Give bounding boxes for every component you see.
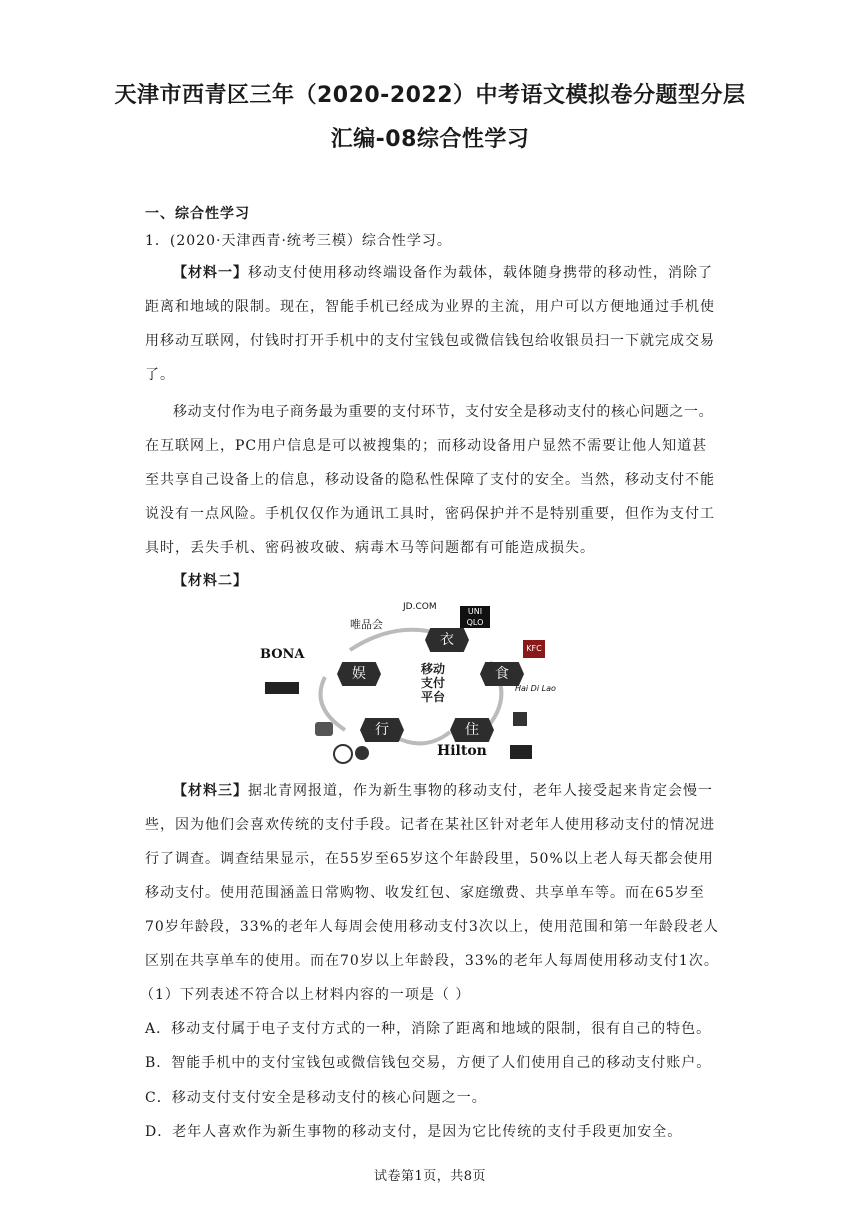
node-travel: 行 xyxy=(375,722,389,738)
material1-line-4: 了。 xyxy=(145,367,175,383)
brand-vip: 唯品会 xyxy=(350,618,383,631)
question-intro: 1．(2020·天津西青·统考三模）综合性学习。 xyxy=(145,233,452,249)
material1-line-3: 用移动互联网，付钱时打开手机中的支付宝钱包或微信钱包给收银员扫一下就完成交易 xyxy=(145,333,715,349)
option-b: B．智能手机中的支付宝钱包或微信钱包交易，方便了人们使用自己的移动支付账户。 xyxy=(145,1055,712,1071)
material1-para2-line-5: 具时，丢失手机、密码被攻破、病毒木马等问题都有可能造成损失。 xyxy=(145,540,595,556)
material3-line-4: 移动支付。使用范围涵盖日常购物、收发红包、家庭缴费、共享单车等。而在65岁至 xyxy=(145,885,705,901)
document-title-line-2: 汇编-08综合性学习 xyxy=(330,127,530,152)
question1-stem: （1）下列表述不符合以上材料内容的一项是（ ） xyxy=(140,987,471,1003)
material3-line-1: 【材料三】据北青网报道，作为新生事物的移动支付，老年人接受起来肯定会慢一 xyxy=(173,783,713,799)
material2-label: 【材料二】 xyxy=(173,573,248,589)
node-entertainment: 娱 xyxy=(352,666,366,682)
material1-para2-line-4: 说没有一点风险。手机仅仅作为通讯工具时，密码保护并不是特别重要，但作为支付工 xyxy=(145,506,715,522)
material1-para2-line-2: 在互联网上，PC用户信息是可以被搜集的；而移动设备用户显然不需要让他人知道甚 xyxy=(145,438,708,454)
material1-para2-line-1: 移动支付作为电子商务最为重要的支付环节，支付安全是移动支付的核心问题之一。 xyxy=(173,404,714,420)
haidilao-logo-icon: Hai Di Lao xyxy=(515,684,556,693)
brand-jd: JD.COM xyxy=(403,602,437,612)
section-heading: 一、综合性学习 xyxy=(145,206,250,222)
train-logo-icon xyxy=(315,722,333,736)
document-title-line-1: 天津市西青区三年（2020-2022）中考语文模拟卷分题型分层 xyxy=(114,83,746,108)
material1-para2-line-3: 至共享自己设备上的信息，移动设备的隐私性保障了支付的安全。当然，移动支付不能 xyxy=(145,472,715,488)
option-c: C．移动支付支付安全是移动支付的核心问题之一。 xyxy=(145,1090,487,1106)
material3-line-2: 些，因为他们会喜欢传统的支付手段。记者在某社区针对老年人使用移动支付的情况进 xyxy=(145,817,715,833)
node-clothing: 衣 xyxy=(440,632,454,648)
page-footer: 试卷第1页，共8页 xyxy=(373,1169,487,1184)
node-housing: 住 xyxy=(465,722,479,738)
material1-label: 【材料一】 xyxy=(173,265,248,281)
brand-bona: BONA xyxy=(260,647,305,662)
option-a: A．移动支付属于电子支付方式的一种，消除了距离和地域的限制，很有自己的特色。 xyxy=(145,1021,712,1037)
airline-logo-icon xyxy=(355,746,369,760)
material3-line-3: 行了调查。调查结果显示，在55岁至65岁这个年龄段里，50%以上老人每天都会使用 xyxy=(145,851,714,867)
material3-line-5: 70岁年龄段，33%的老年人每周会使用移动支付3次以上，使用范围和第一年龄段老人 xyxy=(145,919,719,935)
diagram-center-label: 移动 支付 平台 xyxy=(420,662,445,704)
material1-line-2: 距离和地域的限制。现在，智能手机已经成为业界的主流，用户可以方便地通过手机使 xyxy=(145,299,715,315)
mobile-payment-diagram xyxy=(255,602,555,770)
cinema-logo-icon xyxy=(265,682,299,694)
material3-label: 【材料三】 xyxy=(173,783,248,799)
brand-kfc: KFC xyxy=(523,640,545,658)
hanting-logo-icon xyxy=(510,745,532,759)
hotel-h-logo-icon xyxy=(513,712,527,726)
option-d: D．老年人喜欢作为新生事物的移动支付，是因为它比传统的支付手段更加安全。 xyxy=(145,1124,683,1140)
railway-logo-icon xyxy=(333,744,353,764)
node-food: 食 xyxy=(495,666,509,682)
material3-line-6: 区别在共享单车的使用。而在70岁以上年龄段，33%的老年人每周使用移动支付1次。 xyxy=(145,953,719,969)
brand-uniqlo: UNI QLO xyxy=(460,606,490,628)
material1-line-1: 【材料一】移动支付使用移动终端设备作为载体，载体随身携带的移动性，消除了 xyxy=(173,265,713,281)
brand-hilton: Hilton xyxy=(437,743,487,759)
